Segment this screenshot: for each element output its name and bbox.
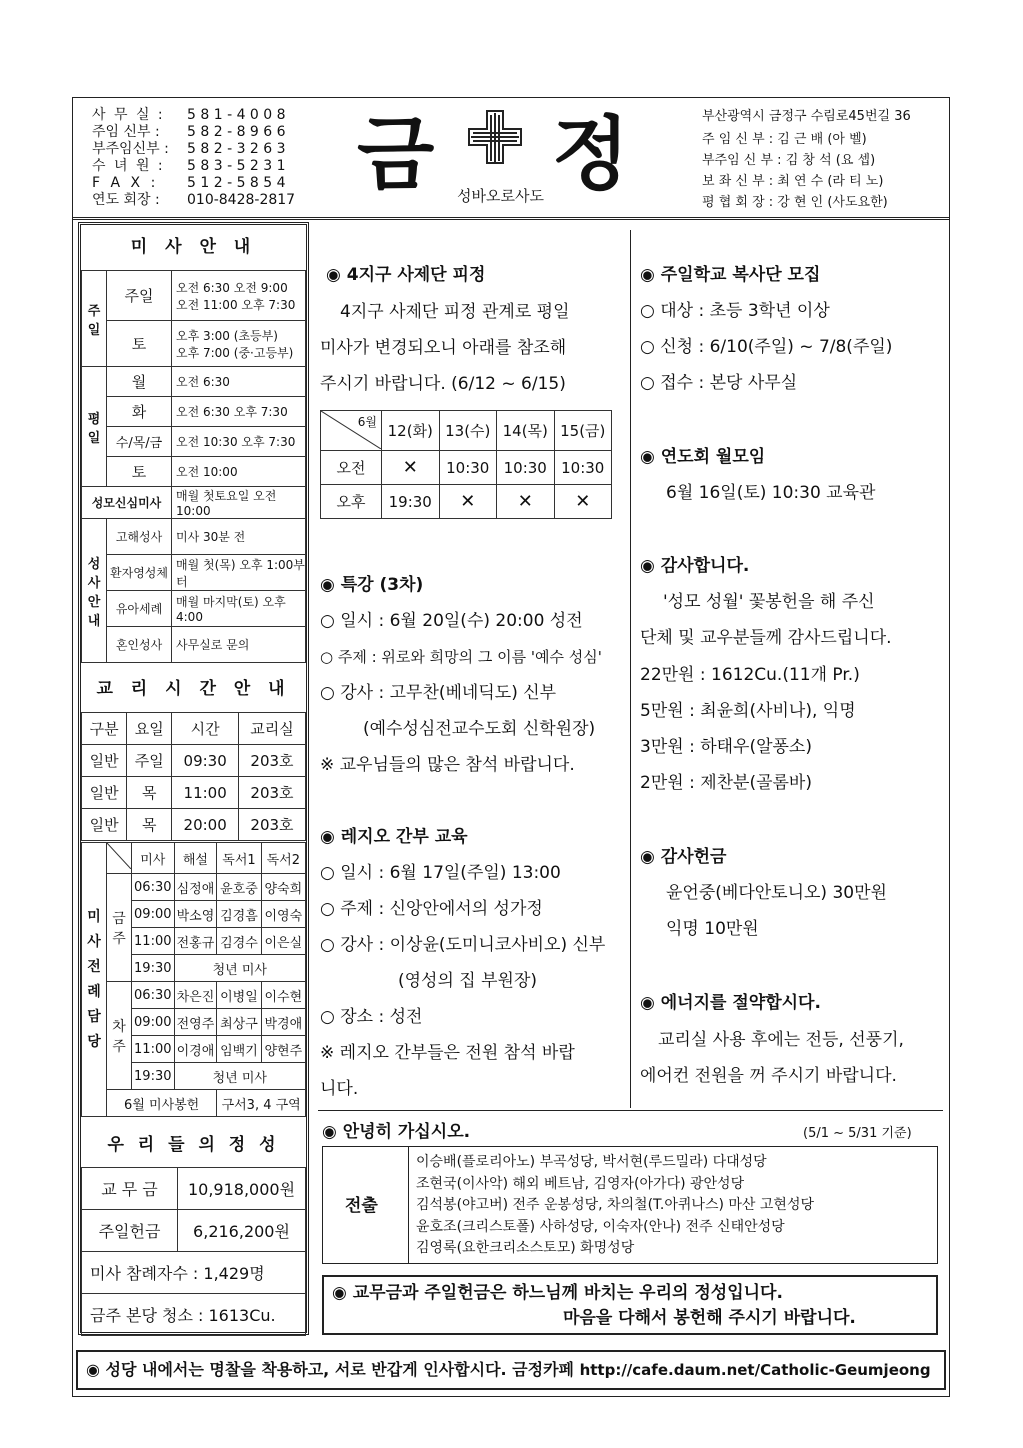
contact-row xyxy=(92,192,322,209)
list-item: ○ 강사 : 고무찬(베네딕도) 신부 xyxy=(320,683,557,703)
table-row: 오전 ✕ 10:30 10:30 10:30 xyxy=(321,451,612,485)
list-item: ○ 장소 : 성전 xyxy=(320,1007,423,1027)
list-item: (영성의 집 부원장) xyxy=(398,971,538,991)
notice-line: 마음을 다해서 봉헌해 주시기 바랍니다. xyxy=(563,1308,856,1328)
paragraph: 4지구 사제단 피정 관계로 평일 xyxy=(340,302,570,322)
offering-label: 교 무 금 xyxy=(82,1168,178,1210)
sacrament-time: 매월 첫(목) 오후 1:00부터 xyxy=(172,555,306,591)
list-item: 김영록(요한크리소스토모) 화명성당 xyxy=(416,1240,635,1256)
mass-time: 오후 3:00 (초등부) 오후 7:00 (중·고등부) xyxy=(172,321,306,367)
staff-row: 평 협 회 장 : 강 현 인 (사도요한) xyxy=(702,195,888,210)
cross-logo-icon xyxy=(465,107,525,167)
list-item: ○ 일시 : 6월 20일(수) 20:00 성전 xyxy=(320,611,583,631)
sacrament-name: 환자영성체 xyxy=(107,555,172,591)
mass-title: 미 사 안 내 xyxy=(130,237,257,257)
list-item: ○ 접수 : 본당 사무실 xyxy=(640,373,798,393)
mass-day: 토 xyxy=(107,457,172,487)
staff-list xyxy=(702,129,888,213)
mass-day: 주일 xyxy=(107,271,172,321)
section-title: ◉ 주일학교 복사단 모집 xyxy=(640,265,821,285)
contact-label: 주임 신부 : xyxy=(92,124,160,140)
date-header: 12(화) xyxy=(382,411,440,451)
right-column xyxy=(638,230,943,1110)
weekday-label: 평 일 xyxy=(82,367,107,487)
contact-label: 연도 회장 : xyxy=(92,192,160,208)
table-row: 일반 목 20:00 203호 xyxy=(82,809,306,841)
offering-value: 6,216,200원 xyxy=(178,1210,306,1252)
list-item: 윤언중(베다안토니오) 30만원 xyxy=(666,883,887,903)
list-item: 윤호조(크리스토폴) 사하성당, 이숙자(안나) 전주 신태안성당 xyxy=(416,1218,785,1235)
retreat-table xyxy=(320,410,612,519)
table-row: 일반 주일 09:30 203호 xyxy=(82,745,306,777)
section-title: ◉ 에너지를 절약합시다. xyxy=(640,993,821,1013)
catechism-title: 교 리 시 간 안 내 xyxy=(96,679,291,699)
list-item: 이승배(플로리아노) 부곡성당, 박서현(루드밀라) 다대성당 xyxy=(416,1154,767,1170)
cafe-link[interactable]: http://cafe.daum.net/Catholic-Geumjeong xyxy=(579,1361,931,1379)
mass-time: 오전 6:30 오후 7:30 xyxy=(172,397,306,427)
contact-label: F A X : xyxy=(92,175,159,191)
farewell-label: 전출 xyxy=(345,1196,378,1216)
date-header: 14(목) xyxy=(497,411,555,451)
divider xyxy=(630,230,631,1108)
duty-header: 미사 xyxy=(132,843,175,874)
duty-label: 미 사 전 례 담 당 xyxy=(82,843,107,1117)
duty-table: 미 사 전 례 담 당 미사 해설 독서1 독서2 금 주 06:30 심정애 윤호중 양숙희 09:00 박소영 김경흠 이영숙 11:00 전홍규 김경수 이은실 19:30 청년 미사 차 주 06:30 차은진 이병일 이수현 09:00 전영주 최상구 박경애 11:00 이경애 임백기 양현주 19:30 청년 미사 6월 미사봉헌 구서3, 4 구역 xyxy=(81,842,306,1117)
paragraph: 단체 및 교우분들께 감사드립니다. xyxy=(640,628,892,648)
contact-row xyxy=(92,175,322,192)
middle-column xyxy=(318,230,623,1110)
cleaning: 금주 본당 청소 : 1613Cu. xyxy=(82,1294,306,1336)
staff-row: 보 좌 신 부 : 최 연 수 (라 티 노) xyxy=(702,174,884,189)
section-title: ◉ 감사합니다. xyxy=(640,556,750,576)
mass-time: 오전 10:00 xyxy=(172,457,306,487)
header-divider xyxy=(72,217,950,220)
offering-value: 10,918,000원 xyxy=(178,1168,306,1210)
list-item: 니다. xyxy=(320,1079,359,1099)
list-item: 조현국(이사악) 해외 베트남, 김영자(아가다) 광안성당 xyxy=(416,1175,745,1192)
mass-day: 토 xyxy=(107,321,172,367)
section-title: ◉ 레지오 간부 교육 xyxy=(320,827,468,847)
week-label: 차 주 xyxy=(107,982,132,1090)
catechism-header: 구분 xyxy=(82,713,127,745)
list-item: (예수성심전교수도회 신학원장) xyxy=(363,719,596,739)
list-item: 22만원 : 1612Cu.(11개 Pr.) xyxy=(640,665,860,685)
section-title: ◉ 특강 (3차) xyxy=(320,575,424,595)
section-title: ◉ 감사헌금 xyxy=(640,847,727,867)
list-item: 3만원 : 하태우(알퐁소) xyxy=(640,737,812,757)
special-mass-label: 성모신심미사 xyxy=(82,487,172,519)
offering-title: 우 리 들 의 정 성 xyxy=(107,1135,280,1155)
sacrament-name: 고해성사 xyxy=(107,519,172,555)
sacrament-label: 성 사 안 내 xyxy=(82,519,107,663)
table-corner: 6월 xyxy=(321,411,382,451)
duty-header: 독서1 xyxy=(217,843,261,874)
mass-day: 화 xyxy=(107,397,172,427)
list-item: ○ 주제 : 신앙안에서의 성가정 xyxy=(320,899,543,919)
list-item: 익명 10만원 xyxy=(666,919,759,939)
list-item: 5만원 : 최윤희(사비나), 익명 xyxy=(640,701,856,721)
contact-row xyxy=(92,124,322,141)
section-title: ◉ 4지구 사제단 피정 xyxy=(326,265,486,285)
offering-label: 주일헌금 xyxy=(82,1210,178,1252)
mass-time: 오전 6:30 오전 9:00 오전 11:00 오후 7:30 xyxy=(172,271,306,321)
mass-time: 오전 10:30 오후 7:30 xyxy=(172,427,306,457)
duty-corner xyxy=(107,843,132,874)
sacrament-time: 매월 마지막(토) 오후 4:00 xyxy=(172,591,306,627)
list-item: 김석봉(야고버) 전주 운봉성당, 차의철(T.아퀴나스) 마산 고현성당 xyxy=(416,1197,814,1213)
title-left: 금 xyxy=(357,108,435,201)
contact-list xyxy=(92,107,322,209)
paragraph: 미사가 변경되오니 아래를 참조해 xyxy=(320,338,567,358)
date-header: 13(수) xyxy=(439,411,497,451)
list-item: ○ 주제 : 위로와 희망의 그 이름 '예수 성심' xyxy=(320,648,602,666)
catechism-table xyxy=(81,712,306,841)
duty-header: 해설 xyxy=(174,843,217,874)
offering-table xyxy=(81,1167,306,1336)
mass-day: 수/목/금 xyxy=(107,427,172,457)
mass-day: 월 xyxy=(107,367,172,397)
sacrament-time: 사무실로 문의 xyxy=(172,627,306,663)
sacrament-time: 미사 30분 전 xyxy=(172,519,306,555)
header xyxy=(72,97,950,217)
section-title: ◉ 연도회 월모임 xyxy=(640,447,766,467)
list-item: ※ 교우님들의 많은 참석 바랍니다. xyxy=(320,755,575,775)
table-row: 오후 19:30 ✕ ✕ ✕ xyxy=(321,485,612,519)
contact-value: 5 8 1 - 4 0 0 8 xyxy=(187,107,286,123)
list-item: ○ 강사 : 이상윤(도미니코사비오) 신부 xyxy=(320,935,606,955)
paragraph: 6월 16일(토) 10:30 교육관 xyxy=(666,483,876,503)
contact-label: 수 녀 원 : xyxy=(92,158,165,174)
farewell-list xyxy=(416,1152,814,1260)
divider xyxy=(408,1146,409,1264)
subtitle: 성바오로사도 xyxy=(457,187,544,205)
sunday-label: 주 일 xyxy=(82,271,107,367)
paragraph: 에어컨 전원을 꺼 주시기 바랍니다. xyxy=(640,1066,897,1086)
staff-row: 부주임 신 부 : 김 창 석 (요 셉) xyxy=(702,153,876,168)
contact-value: 5 1 2 - 5 8 5 4 xyxy=(187,175,286,191)
contact-value: 5 8 2 - 3 2 6 3 xyxy=(187,141,286,157)
list-item: 2만원 : 제찬분(골롬바) xyxy=(640,773,812,793)
farewell-title: ◉ 안녕히 가십시오. xyxy=(322,1122,471,1142)
contact-row xyxy=(92,158,322,175)
attendance: 미사 참례자수 : 1,429명 xyxy=(82,1252,306,1294)
title-right: 정 xyxy=(552,108,630,201)
contact-label: 부주임신부 : xyxy=(92,141,169,157)
duty-header: 독서2 xyxy=(261,843,305,874)
sacrament-name: 혼인성사 xyxy=(107,627,172,663)
notice-line: ◉ 교무금과 주일헌금은 하느님께 바치는 우리의 정성입니다. xyxy=(332,1283,783,1303)
special-mass-time: 매월 첫토요일 오전 10:00 xyxy=(172,487,306,519)
catechism-header: 요일 xyxy=(127,713,172,745)
contact-value: 5 8 2 - 8 9 6 6 xyxy=(187,124,286,140)
footer-text: ◉ 성당 내에서는 명찰을 착용하고, 서로 반갑게 인사합시다. 금정카페 http://cafe.daum.net/Catholic-Geumjeong xyxy=(86,1360,931,1379)
address: 부산광역시 금정구 수림로45번길 36 xyxy=(702,109,911,124)
catechism-header: 시간 xyxy=(172,713,239,745)
paragraph: '성모 성월' 꽃봉헌을 해 주신 xyxy=(663,592,875,612)
week-label: 금 주 xyxy=(107,874,132,982)
list-item: ○ 일시 : 6월 17일(주일) 13:00 xyxy=(320,863,561,883)
contact-row xyxy=(92,141,322,158)
staff-row: 주 임 신 부 : 김 근 배 (아 벨) xyxy=(702,132,867,147)
paragraph: 주시기 바랍니다. (6/12 ~ 6/15) xyxy=(320,374,566,394)
catechism-header: 교리실 xyxy=(238,713,305,745)
mass-time: 오전 6:30 xyxy=(172,367,306,397)
contact-value: 010-8428-2817 xyxy=(187,192,296,208)
paragraph: 교리실 사용 후에는 전등, 선풍기, xyxy=(658,1030,904,1050)
divider xyxy=(318,1110,943,1111)
list-item: ○ 신청 : 6/10(주일) ~ 7/8(주일) xyxy=(640,337,893,357)
date-header: 15(금) xyxy=(554,411,612,451)
contact-label: 사 무 실 : xyxy=(92,107,165,123)
contact-row xyxy=(92,107,322,124)
list-item: ○ 대상 : 초등 3학년 이상 xyxy=(640,301,830,321)
sacrament-name: 유아세례 xyxy=(107,591,172,627)
mass-table xyxy=(81,270,306,663)
table-row: 일반 목 11:00 203호 xyxy=(82,777,306,809)
contact-value: 5 8 3 - 5 2 3 1 xyxy=(187,158,286,174)
list-item: ※ 레지오 간부들은 전원 참석 바랍 xyxy=(320,1043,575,1063)
farewell-period: (5/1 ~ 5/31 기준) xyxy=(803,1126,912,1141)
